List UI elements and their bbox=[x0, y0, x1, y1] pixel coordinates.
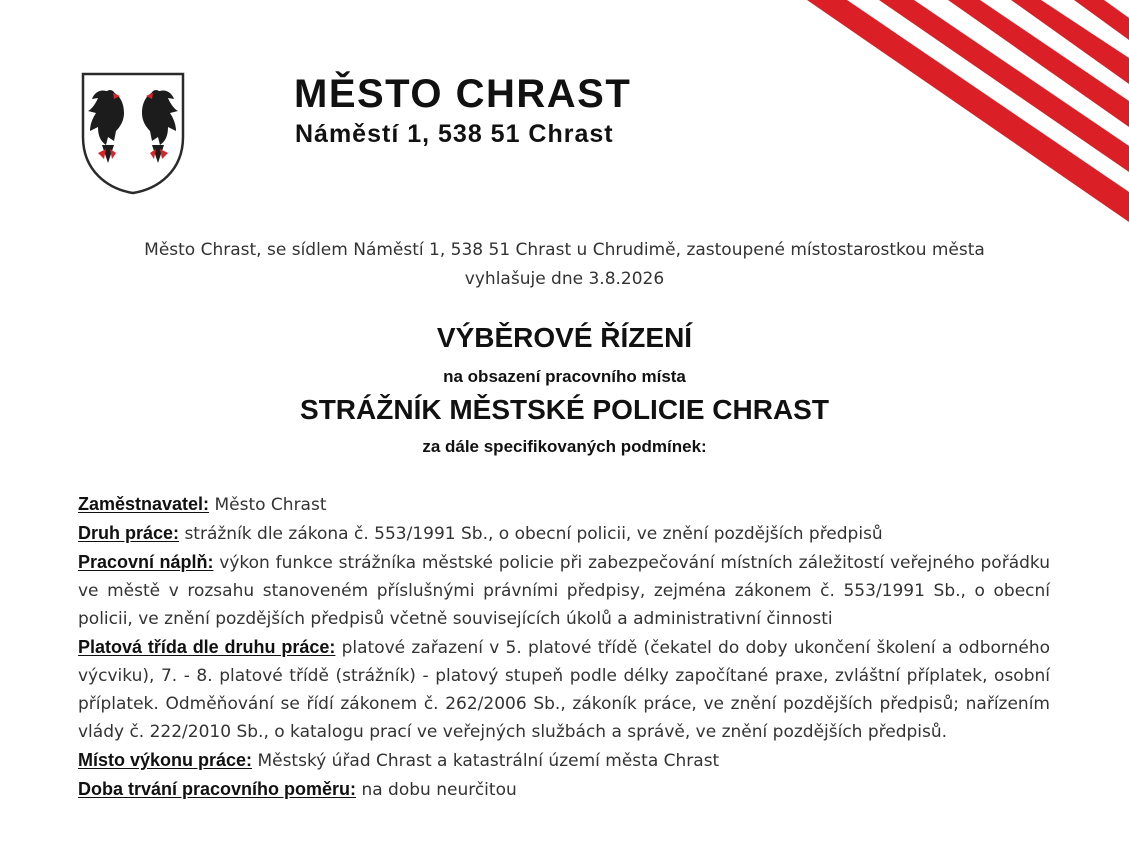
detail-label: Pracovní náplň: bbox=[78, 552, 214, 572]
city-address: Náměstí 1, 538 51 Chrast bbox=[295, 120, 614, 148]
detail-row-employer bbox=[78, 490, 1050, 519]
intro-line: Město Chrast, se sídlem Náměstí 1, 538 51 Chrast u Chrudimě, zastoupené místostarostkou města bbox=[144, 240, 985, 260]
announcement-title: VÝBĚROVÉ ŘÍZENÍ bbox=[436, 322, 693, 353]
intro-line: vyhlašuje dne 3.8.2026 bbox=[464, 269, 665, 289]
detail-value: Městský úřad Chrast a katastrální území města Chrast bbox=[257, 751, 720, 771]
city-title: MĚSTO CHRAST bbox=[294, 72, 632, 116]
detail-label: Zaměstnavatel: bbox=[78, 494, 210, 514]
conditions-line: za dále specifikovaných podmínek: bbox=[422, 437, 707, 456]
detail-row-salary-class bbox=[78, 633, 1050, 746]
job-details bbox=[78, 490, 1050, 804]
detail-row-job-description bbox=[78, 548, 1050, 633]
detail-value: Město Chrast bbox=[214, 495, 327, 515]
coat-of-arms bbox=[80, 71, 186, 195]
detail-label: Platová třída dle druhu práce: bbox=[78, 637, 336, 657]
intro-text bbox=[60, 236, 1069, 294]
detail-row-workplace bbox=[78, 746, 1050, 775]
detail-value: strážník dle zákona č. 553/1991 Sb., o obecní policii, ve znění pozdějších předpisů bbox=[184, 524, 883, 544]
detail-value: platové zařazení v 5. platové třídě (čekatel do doby ukončení školení a odborného výcviku), 7. - 8. platové třídě (strážník) - platový stupeň podle délky započítané praxe, zvláštní příplatek, osobní příplatek. Odměňování se řídí zákonem č. 262/2006 Sb., zákoník práce, ve znění pozdějších předpisů; nařízením vlády č. 222/2010 Sb., o katalogu prací ve veřejných službách a správě, ve znění pozdějších předpisů. bbox=[78, 638, 1050, 742]
detail-label: Doba trvání pracovního poměru: bbox=[78, 779, 357, 799]
position-title: STRÁŽNÍK MĚSTSKÉ POLICIE CHRAST bbox=[300, 394, 829, 425]
detail-label: Místo výkonu práce: bbox=[78, 750, 253, 770]
detail-value: výkon funkce strážníka městské policie při zabezpečování místních záležitostí veřejného pořádku ve městě v rozsahu stanoveném příslušnými právními předpisy, zejména zákonem č. 553/1991 Sb., o obecní policii, ve znění pozdějších předpisů včetně souvisejících úkolů a administrativní činnosti bbox=[78, 553, 1050, 629]
detail-row-contract-duration bbox=[78, 775, 1050, 804]
detail-label: Druh práce: bbox=[78, 523, 180, 543]
detail-row-job-type bbox=[78, 519, 1050, 548]
announcement-subtitle: na obsazení pracovního místa bbox=[443, 367, 686, 386]
detail-value: na dobu neurčitou bbox=[361, 780, 517, 800]
decorative-red-stripes bbox=[729, 0, 1129, 230]
